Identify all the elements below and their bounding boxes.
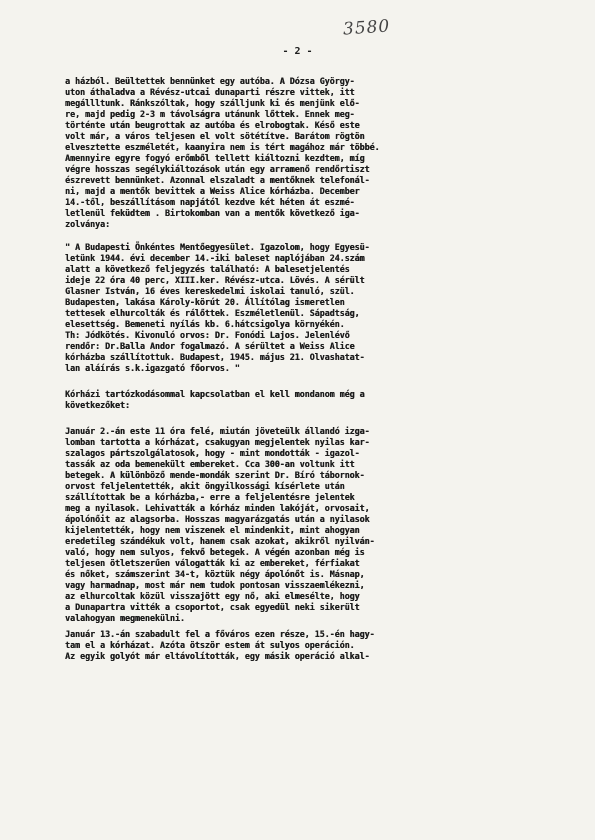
text-line: végre hosszas segélykiáltozások után egy arramenő rendőrtiszt — [65, 164, 370, 174]
text-line: és nőket, számszerint 34-t, köztük négy ápolónőt is. Másnap, — [65, 569, 365, 579]
text-line: " A Budapesti Önkéntes Mentőegyesület. Igazolom, hogy Egyesü- — [65, 242, 370, 252]
text-line: lan aláírás s.k.igazgató főorvos. " — [65, 363, 240, 373]
paragraph-certificate — [65, 242, 535, 374]
text-line: szalagos pártszolgálatosok, hogy - mint mondották - igazol- — [65, 448, 360, 458]
text-line: valahogyan megmenekülni. — [65, 613, 185, 623]
paragraph-intro — [65, 76, 535, 230]
text-line: kórházba szállítottuk. Budapest, 1945. május 21. Olvashatat- — [65, 352, 365, 362]
text-line: rendőr: Dr.Balla Andor fogalmazó. A sérültet a Weiss Alice — [65, 341, 355, 351]
text-line: ni, majd a mentők bevittek a Weiss Alice kórházba. December — [65, 186, 360, 196]
text-line: alatt a következő feljegyzés található: A balesetjelentés — [65, 264, 350, 274]
document-body — [65, 76, 535, 662]
text-line: betegek. A különböző mende-mondák szerint Dr. Bíró tábornok- — [65, 470, 365, 480]
text-line: történte után beugrottak az autóba és elrobogtak. Késő este — [65, 120, 360, 130]
text-line: meg a nyilasok. Lehivatták a kórház minden lakóját, orvosait, — [65, 503, 370, 513]
paragraph-january-13 — [65, 629, 535, 662]
text-line: az elhurcoltak közül visszajött egy nő, aki elmesélte, hogy — [65, 591, 360, 601]
text-line: eredetileg szándékuk volt, hanem csak azokat, akikről nyilván- — [65, 536, 375, 546]
text-line: elvesztette eszméletét, kaanyira nem is tért magához már többé. — [65, 142, 380, 152]
text-line: a Dunapartra vitték a csoportot, csak egyedül neki sikerült — [65, 602, 360, 612]
text-line: való, hogy nem sulyos, fekvő betegek. A végén azonban még is — [65, 547, 365, 557]
paragraph-spacer — [65, 374, 535, 389]
text-line: 14.-től, beszállításom napjától kezdve két héten át eszmé- — [65, 197, 355, 207]
text-line: Január 2.-án este 11 óra felé, miután jöveteülk állandó izga- — [65, 426, 370, 436]
text-line: elesettség. Bemeneti nyílás kb. 6.hátcsigolya környékén. — [65, 319, 345, 329]
text-line: megállltunk. Ránkszóltak, hogy szálljunk ki és menjünk elő- — [65, 98, 360, 108]
text-line: Budapesten, lakása Károly-körút 20. Állítólag ismeretlen — [65, 297, 345, 307]
page-number: - 2 - — [282, 46, 313, 57]
text-line: Glasner István, 16 éves kereskedelmi iskolai tanuló, szül. — [65, 286, 355, 296]
text-line: a házból. Beültettek bennünket egy autóba. A Dózsa György- — [65, 76, 355, 86]
text-line: volt már, a város teljesen el volt sötétítve. Barátom rögtön — [65, 131, 365, 141]
text-line: teljesen ötletszerűen válogatták ki az embereket, férfiakat — [65, 558, 360, 568]
paragraph-spacer — [65, 230, 535, 242]
text-line: Th: Jódkötés. Kivonuló orvos: Dr. Fonódi Lajos. Jelenlévő — [65, 330, 350, 340]
text-line: következőket: — [65, 400, 130, 410]
archive-number: 3580 — [342, 16, 391, 40]
text-line: zolványa: — [65, 219, 110, 229]
text-line: Január 13.-án szabadult fel a főváros ezen része, 15.-én hagy- — [65, 629, 375, 639]
paragraph-january-2 — [65, 426, 535, 624]
text-line: Az egyik golyót már eltávolították, egy másik operáció alkal- — [65, 651, 370, 661]
text-line: letünk 1944. évi december 14.-iki baleset naplójában 24.szám — [65, 253, 365, 263]
text-line: kijelentették, hogy nem viszenek el mindenkit, mint ahogyan — [65, 525, 360, 535]
paragraph-hospital-intro — [65, 389, 535, 411]
text-line: re, majd pedig 2-3 m távolságra utánunk lőttek. Ennek meg- — [65, 109, 355, 119]
text-line: letlenül feküdtem . Birtokomban van a mentők következő iga- — [65, 208, 360, 218]
text-line: vagy harmadnap, most már nem tudok pontosan visszaemlékezni, — [65, 580, 365, 590]
text-line: Amennyire egyre fogyó erőmből tellett kiáltozni kezdtem, míg — [65, 153, 365, 163]
text-line: orvost feljelentették, akit öngyilkossági kísérlete után — [65, 481, 345, 491]
text-line: tam el a kórházat. Azóta ötször estem át sulyos operáción. — [65, 640, 355, 650]
text-line: uton áthaladva a Révész-utcai dunaparti részre vittek, itt — [65, 87, 355, 97]
text-line: lomban tartotta a kórházat, csakugyan megjelentek nyilas kar- — [65, 437, 370, 447]
text-line: szállítottak be a kórházba,- erre a feljelentésre jelentek — [65, 492, 355, 502]
text-line: tettesek elhurcolták és rálőttek. Eszméletlenül. Sápadtság, — [65, 308, 360, 318]
text-line: tassák az oda bemenekült embereket. Cca 300-an voltunk itt — [65, 459, 355, 469]
text-line: ápolónőit az alagsorba. Hosszas magyarázgatás után a nyilasok — [65, 514, 370, 524]
text-line: ideje 22 óra 40 perc, XIII.ker. Révész-utca. Lövés. A sérült — [65, 275, 365, 285]
text-line: Kórházi tartózkodásommal kapcsolatban el kell mondanom még a — [65, 389, 365, 399]
paragraph-spacer — [65, 411, 535, 426]
text-line: észrevett bennünket. Azonnal elszaladt a mentőknek telefonál- — [65, 175, 370, 185]
